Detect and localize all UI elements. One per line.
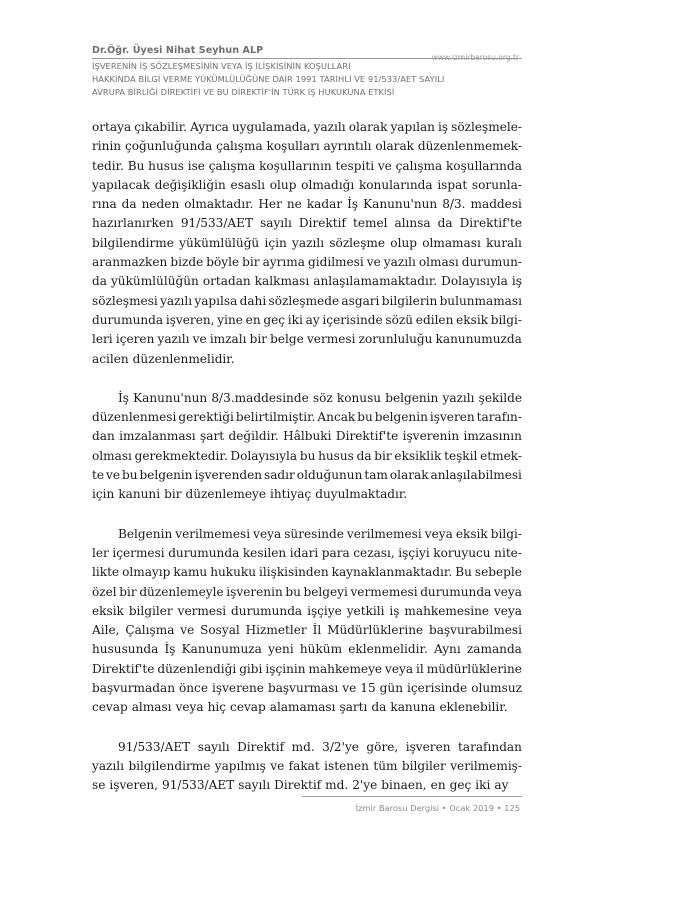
header-title-line: AVRUPA BİRLİĞİ DİREKTİFİ VE BU DİREKTİF'İN TÜRK İŞ HUKUKUNA ETKİSİ xyxy=(92,87,395,97)
text-line: leri içeren yazılı ve imzalı bir belge vermesi zorunluluğu kanunumuzda xyxy=(92,332,522,347)
text-line: yapılacak değişikliğin esaslı olup olmadığı konularında ispat sorunla- xyxy=(92,177,522,192)
paragraph xyxy=(92,389,522,505)
text-line: aranmazken bizde böyle bir ayrıma gidilmesi ve yazılı olması durumun- xyxy=(92,255,522,270)
paragraph xyxy=(92,525,522,718)
text-line: olması gerekmektedir. Dolayısıyla bu husus da bir eksiklik teşkil etmek- xyxy=(92,448,522,463)
header-website: www.izmirbarosu.org.tr xyxy=(431,53,519,62)
text-line: tedir. Bu husus ise çalışma koşullarının tespiti ve çalışma koşullarında xyxy=(92,158,522,173)
text-line: durumunda işveren, yine en geç iki ay içerisinde sözü edilen eksik bilgi- xyxy=(92,312,522,327)
paragraph xyxy=(92,118,522,369)
text-line: dan imzalanması şart değildir. Hâlbuki Direktif'te işverenin imzasının xyxy=(92,429,522,444)
text-line: Direktif'te düzenlendiği gibi işçinin mahkemeye veya il müdürlüklerine xyxy=(92,661,522,676)
text-line: Belgenin verilmemesi veya süresinde verilmemesi veya eksik bilgi- xyxy=(118,526,522,541)
text-line: ler içermesi durumunda kesilen idari para cezası, işçiyi koruyucu nite- xyxy=(92,545,522,560)
text-line: 91/533/AET sayılı Direktif md. 3/2'ye göre, işveren tarafından xyxy=(118,739,522,754)
text-line: Aile, Çalışma ve Sosyal Hizmetler İl Müdürlüklerine başvurabilmesi xyxy=(92,623,522,638)
text-line: hususunda İş Kanunumuza yeni hüküm eklenmelidir. Aynı zamanda xyxy=(92,642,522,657)
text-line: başvurmadan önce işverene başvurması ve 15 gün içerisinde olumsuz xyxy=(92,681,522,696)
text-line: özel bir düzenlemeyle işverenin bu belgeyi vermemesi durumunda veya xyxy=(92,584,522,599)
footer-journal: İzmir Barosu Dergisi • Ocak 2019 • xyxy=(355,803,502,813)
paragraph-gap xyxy=(92,369,522,389)
header-title-line: HAKKINDA BİLGİ VERME YÜKÜMLÜLÜĞÜNE DAİR 1991 TARİHLİ VE 91/533/AET SAYILI xyxy=(92,74,445,84)
text-line: acilen düzenlenmelidir. xyxy=(92,351,235,366)
body-text xyxy=(92,118,522,796)
text-line: düzenlenmesi gerektiği belirtilmiştir. Ancak bu belgenin işveren tarafın- xyxy=(92,410,522,425)
text-line: hazırlanırken 91/533/AET sayılı Direktif temel alınsa da Direktif'te xyxy=(92,216,522,231)
header-article-title xyxy=(92,60,522,99)
footer-divider xyxy=(302,796,522,797)
text-line: ortaya çıkabilir. Ayrıca uygulamada, yazılı olarak yapılan iş sözleşmele- xyxy=(92,120,522,134)
text-line: se işveren, 91/533/AET sayılı Direktif md. 2'ye binaen, en geç iki ay xyxy=(92,778,509,793)
text-line: yazılı bilgilendirme yapılmış ve fakat istenen tüm bilgiler verilmemiş- xyxy=(92,758,522,773)
text-line: cevap alması veya hiç cevap alamaması şartı da kanuna eklenebilir. xyxy=(92,700,508,715)
footer xyxy=(356,803,520,813)
text-line: likte olmayıp kamu hukuku ilişkisinden kaynaklanmaktadır. Bu sebeple xyxy=(92,565,522,580)
footer-page-number: 125 xyxy=(504,803,520,813)
text-line: İş Kanunu'nun 8/3.maddesinde söz konusu belgenin yazılı şekilde xyxy=(118,390,522,405)
header-author: Dr.Öğr. Üyesi Nihat Seyhun ALP xyxy=(92,45,264,56)
text-line: eksik bilgiler vermesi durumunda işçiye yetkili iş mahkemesine veya xyxy=(92,603,522,618)
text-line: rinin çoğunluğunda çalışma koşulları ayrıntılı olarak düzenlenmemek- xyxy=(92,139,522,154)
paragraph xyxy=(92,738,522,796)
text-line: te ve bu belgenin işverenden sadır olduğunun tam olarak anlaşılabilmesi xyxy=(92,468,522,483)
paragraph-gap xyxy=(92,718,522,738)
paragraph-gap xyxy=(92,505,522,525)
header-title-line: İŞVERENİN İŞ SÖZLEŞMESİNİN VEYA İŞ İLİŞKİSİNİN KOŞULLARI xyxy=(92,61,351,71)
text-line: sözleşmesi yazılı yapılsa dahi sözleşmede asgari bilgilerin bulunmaması xyxy=(92,293,522,308)
header-divider xyxy=(92,58,522,59)
text-line: da yükümlülüğün ortadan kalkması anlaşılamamaktadır. Dolayısıyla iş xyxy=(92,274,522,289)
text-line: için kanuni bir düzenlemeye ihtiyaç duyulmaktadır. xyxy=(92,487,408,502)
text-line: bilgilendirme yükümlülüğü için yazılı sözleşme olup olmaması kuralı xyxy=(92,235,522,250)
text-line: rına da neden olmaktadır. Her ne kadar İş Kanunu'nun 8/3. maddesi xyxy=(92,197,522,212)
